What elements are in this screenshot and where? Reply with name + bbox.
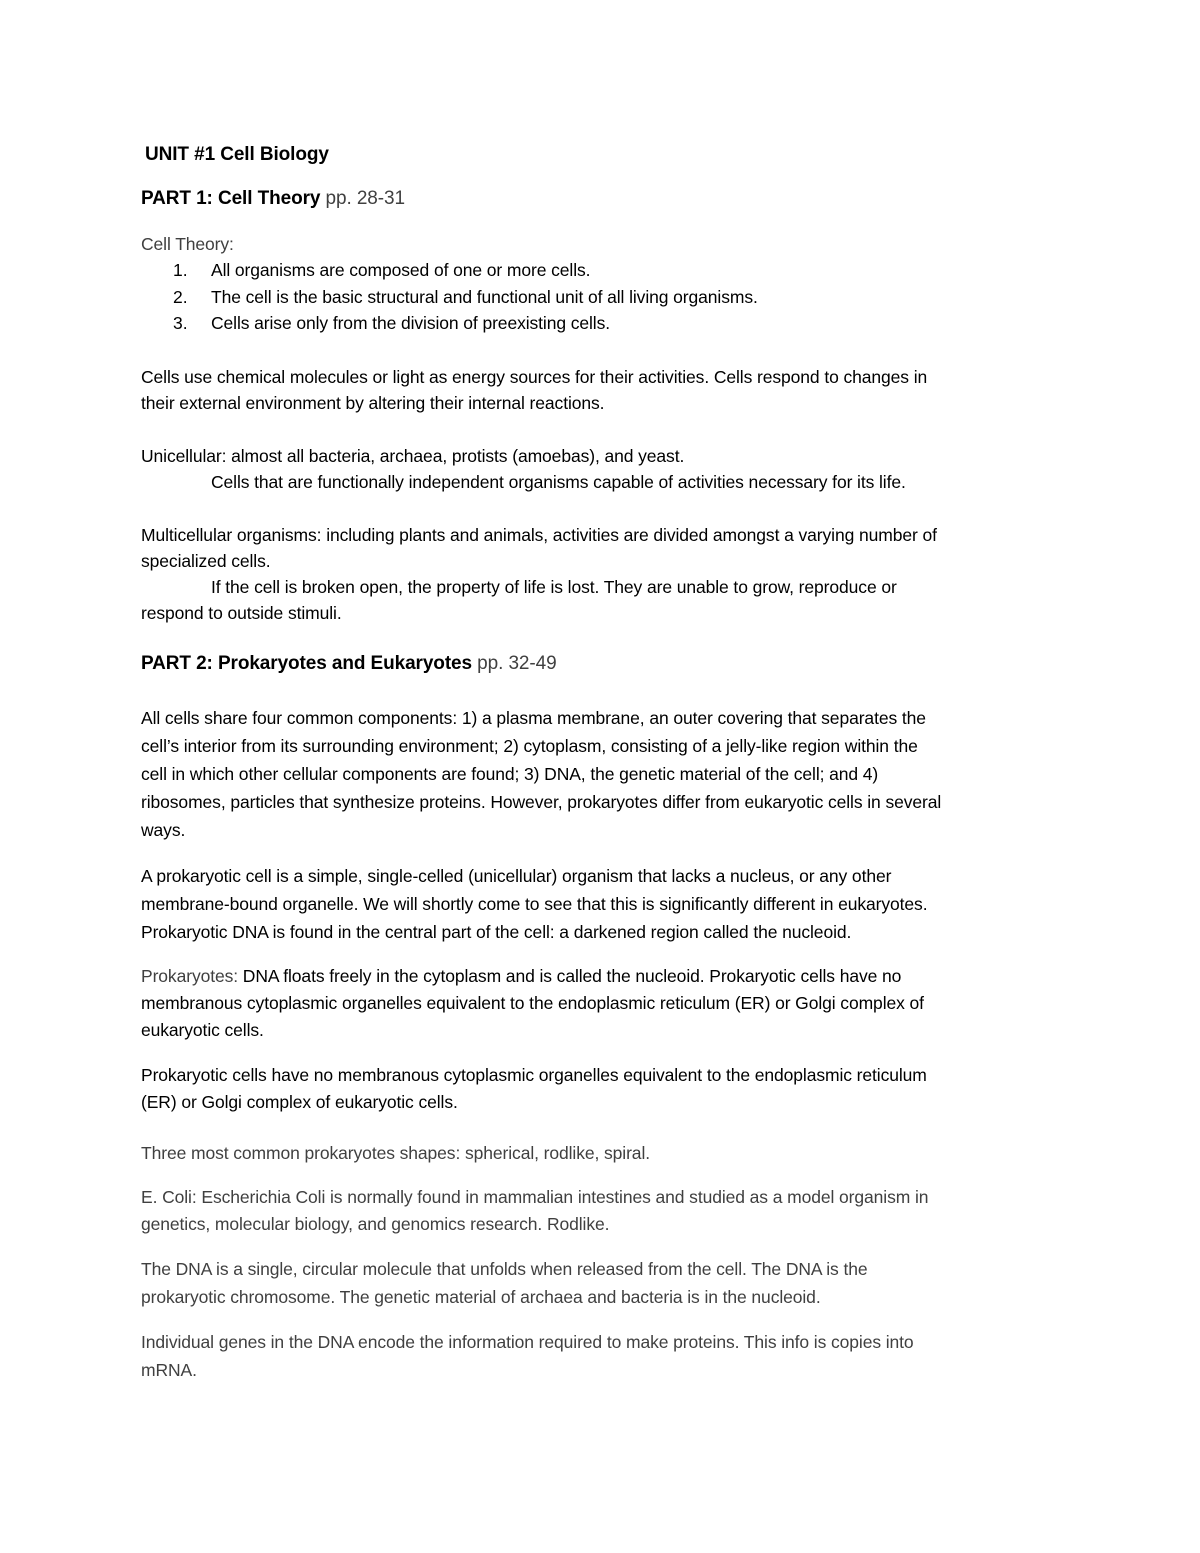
paragraph-line: ribosomes, particles that synthesize proteins. However, prokaryotes differ from eukaryotic cells in several [141, 792, 942, 812]
paragraph-line: prokaryotic chromosome. The genetic material of archaea and bacteria is in the nucleoid. [141, 1287, 821, 1307]
unit-title: UNIT #1 Cell Biology [145, 144, 329, 165]
paragraph-line [141, 965, 901, 987]
paragraph-line: E. Coli: Escherichia Coli is normally found in mammalian intestines and studied as a model organism in [141, 1187, 929, 1207]
paragraph-line-indented: If the cell is broken open, the property of life is lost. They are unable to grow, reproduce or [211, 577, 897, 597]
paragraph-line: respond to outside stimuli. [141, 603, 342, 623]
paragraph-line: ways. [141, 820, 186, 840]
cell-theory-label: Cell Theory: [141, 234, 234, 254]
part2-title: PART 2: Prokaryotes and Eukaryotes [141, 653, 472, 674]
paragraph-line: Prokaryotic DNA is found in the central part of the cell: a darkened region called the nucleoid. [141, 922, 852, 942]
paragraph-line: genetics, molecular biology, and genomics research. Rodlike. [141, 1214, 610, 1234]
part1-heading [141, 188, 405, 210]
part1-title: PART 1: Cell Theory [141, 188, 321, 209]
paragraph-line: A prokaryotic cell is a simple, single-celled (unicellular) organism that lacks a nucleus, or any other [141, 866, 892, 886]
paragraph-line: cell in which other cellular components are found; 3) DNA, the genetic material of the cell; and 4) [141, 764, 879, 784]
paragraph-line: mRNA. [141, 1360, 197, 1380]
paragraph-line: Individual genes in the DNA encode the information required to make proteins. This info is copies into [141, 1332, 914, 1352]
list-number: 1. [173, 260, 188, 280]
list-item: Cells arise only from the division of preexisting cells. [211, 313, 611, 333]
paragraph-line: All cells share four common components: 1) a plasma membrane, an outer covering that separates the [141, 708, 926, 728]
paragraph-line: specialized cells. [141, 551, 271, 571]
part2-pages: pp. 32-49 [471, 653, 557, 674]
paragraph-line: The DNA is a single, circular molecule that unfolds when released from the cell. The DNA is the [141, 1259, 868, 1279]
part2-heading [141, 653, 557, 675]
paragraph-line: Cells use chemical molecules or light as energy sources for their activities. Cells respond to changes in [141, 367, 928, 387]
paragraph-line: membranous cytoplasmic organelles equivalent to the endoplasmic reticulum (ER) or Golgi complex of [141, 993, 924, 1013]
paragraph-line: Unicellular: almost all bacteria, archaea, protists (amoebas), and yeast. [141, 446, 685, 466]
paragraph-line: (ER) or Golgi complex of eukaryotic cells. [141, 1092, 458, 1112]
paragraph-line: membrane-bound organelle. We will shortly come to see that this is significantly different in eukaryotes. [141, 894, 928, 914]
prokaryotes-label: Prokaryotes: [141, 966, 239, 986]
list-item: The cell is the basic structural and functional unit of all living organisms. [211, 287, 758, 307]
paragraph-line: cell’s interior from its surrounding environment; 2) cytoplasm, consisting of a jelly-like region within the [141, 736, 918, 756]
paragraph-line: Prokaryotic cells have no membranous cytoplasmic organelles equivalent to the endoplasmic reticulum [141, 1065, 927, 1085]
paragraph-line: Multicellular organisms: including plants and animals, activities are divided amongst a varying number of [141, 525, 937, 545]
paragraph-line: eukaryotic cells. [141, 1020, 264, 1040]
list-item: All organisms are composed of one or more cells. [211, 260, 591, 280]
paragraph-line-indented: Cells that are functionally independent organisms capable of activities necessary for its life. [211, 472, 906, 492]
paragraph-line: Three most common prokaryotes shapes: spherical, rodlike, spiral. [141, 1143, 650, 1163]
prokaryotes-dna-text: DNA floats freely in the cytoplasm and is called the nucleoid. Prokaryotic cells have no [238, 966, 902, 986]
paragraph-line: their external environment by altering their internal reactions. [141, 393, 605, 413]
list-number: 3. [173, 313, 188, 333]
part1-pages: pp. 28-31 [320, 188, 405, 209]
list-number: 2. [173, 287, 188, 307]
